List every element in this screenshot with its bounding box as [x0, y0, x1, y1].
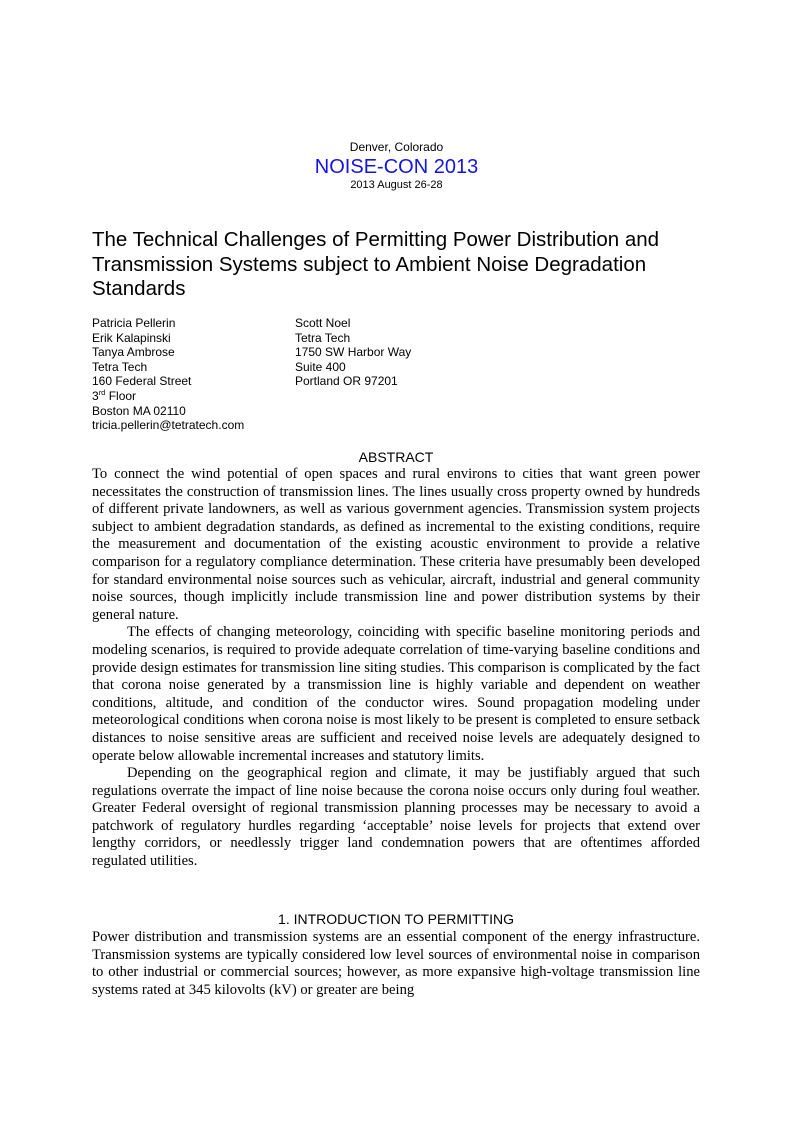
section-body: [92, 929, 700, 999]
abstract-heading: ABSTRACT: [358, 449, 434, 465]
paper-title: The Technical Challenges of Permitting Power Distribution and Transmission Systems subject to Ambient Noise Degradation Standards: [92, 228, 660, 300]
author-address-floor: [92, 389, 244, 404]
conference-header: [0, 138, 793, 192]
conference-location: Denver, Colorado: [349, 140, 444, 154]
section-paragraph: Power distribution and transmission systems are an essential component of the energy infrastructure. Transmission systems are typically considered low level sources of environmental noise in comparison to other industrial or commercial sources; however, as more expansive high-voltage transmission line systems rated at 345 kilovolts (kV) or greater are being: [92, 929, 700, 998]
author-address-line: Portland OR 97201: [295, 374, 398, 389]
author-column-left: [92, 316, 244, 433]
author-name: Tanya Ambrose: [92, 345, 175, 360]
floor-ordinal-suffix: rd: [98, 387, 106, 397]
author-address-line: 1750 SW Harbor Way: [295, 345, 412, 360]
author-affiliation: Tetra Tech: [295, 330, 351, 345]
author-name: Erik Kalapinski: [92, 330, 171, 345]
section-heading: 1. INTRODUCTION TO PERMITTING: [278, 911, 514, 927]
abstract-paragraph: Depending on the geographical region and climate, it may be justifiably argued that such regulations overrate the impact of line noise because the corona noise occurs only during foul weather. Greater Federal oversight of regional transmission planning processes may be necessary to avoid a patchwork of regulatory hurdles regarding ‘acceptable’ noise levels for projects that extend over lengthy corridors, or needlessly trigger land condemnation powers that are oftentimes afforded regulated utilities.: [92, 765, 700, 870]
floor-number: 3: [92, 388, 99, 403]
conference-name: NOISE-CON 2013: [314, 156, 479, 178]
author-affiliation: Tetra Tech: [92, 359, 148, 374]
author-name: Patricia Pellerin: [92, 316, 176, 330]
author-address-line: Boston MA 02110: [92, 403, 186, 418]
author-name: Scott Noel: [295, 316, 351, 330]
author-address-line: 160 Federal Street: [92, 374, 192, 389]
author-column-right: [295, 316, 411, 389]
conference-dates: 2013 August 26-28: [350, 179, 443, 191]
floor-word: Floor: [105, 388, 137, 403]
abstract-body: [92, 466, 700, 871]
author-address-line: Suite 400: [295, 359, 346, 374]
abstract-paragraph: The effects of changing meteorology, coinciding with specific baseline monitoring periods and modeling scenarios, is required to provide adequate correlation of time-varying baseline conditions and provide design estimates for transmission line siting studies. This comparison is complicated by the fact that corona noise generated by a transmission line is highly variable and dependent on weather conditions, altitude, and condition of the conductor wires. Sound propagation modeling under meteorological conditions when corona noise is most likely to be present is completed to ensure setback distances to noise sensitive areas are sufficient and received noise levels are adequately designed to operate below allowable incremental increases and statutory limits.: [92, 624, 700, 764]
abstract-paragraph: To connect the wind potential of open spaces and rural environs to cities that want green power necessitates the construction of transmission lines. The lines usually cross property owned by hundreds of different private landowners, as well as various government agencies. Transmission system projects subject to ambient degradation standards, as defined as incremental to the existing conditions, require the measurement and documentation of the existing acoustic environment to provide a relative comparison for a regulatory compliance determination. These criteria have presumably been developed for standard environmental noise sources such as vehicular, aircraft, industrial and general community noise sources, though implicitly include transmission line and power distribution systems by their general nature.: [92, 466, 700, 623]
author-email[interactable]: tricia.pellerin@tetratech.com: [92, 418, 245, 433]
